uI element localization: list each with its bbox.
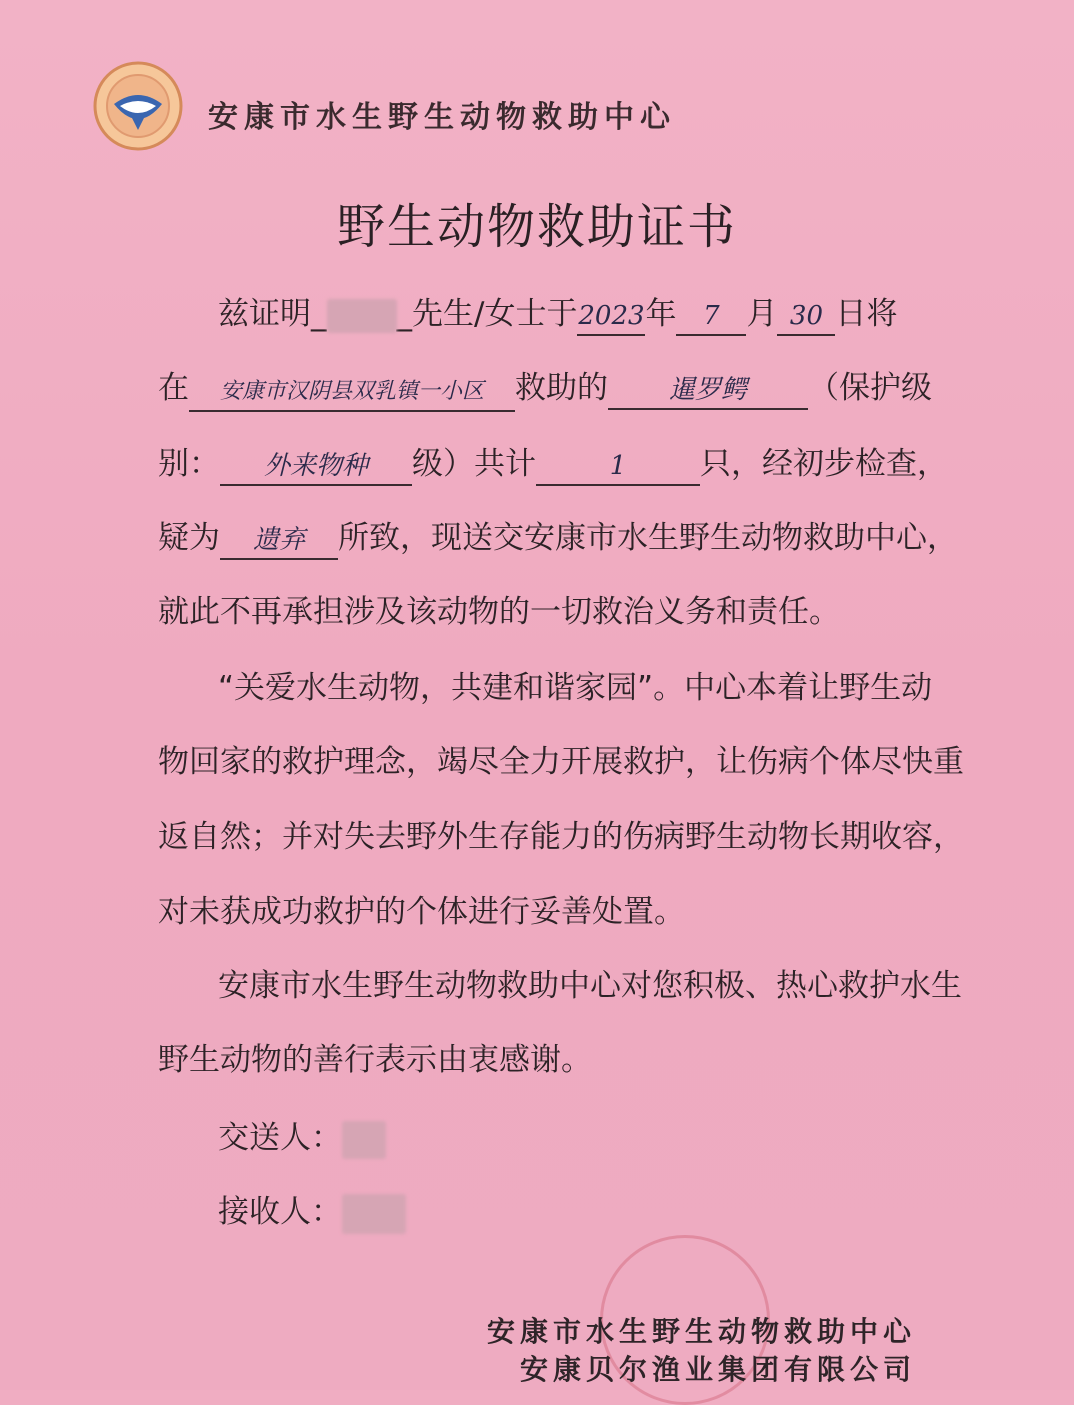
org-logo-icon [92,60,184,152]
protection-level-value: 外来物种 [220,448,412,486]
text-rescued: 救助的 [515,370,608,406]
para3-line-2: 野生动物的善行表示由衷感谢。 [158,1042,592,1078]
sender-row [218,1118,1008,1159]
text-day: 日将 [835,296,898,332]
text-month: 月 [746,296,778,332]
day-value: 30 [777,298,835,336]
count-value: 1 [536,448,700,486]
redacted-sender [342,1121,386,1159]
document-title: 野生动物救助证书 [336,199,737,255]
reason-value: 遗弃 [220,522,338,560]
text-level: 别： [158,446,220,482]
body-line-5: 就此不再承担涉及该动物的一切救治义务和责任。 [158,594,840,630]
text-year: 年 [645,296,677,332]
year-value: 2023 [577,298,645,336]
footer-org-1: 安康市水生野生动物救助中心 [486,1315,916,1348]
redacted-receiver [342,1194,406,1234]
text-at: 在 [158,370,189,406]
text-handover: 所致，现送交安康市水生野生动物救助中心， [338,520,958,556]
para2-line-3: 返自然；并对失去野外生存能力的伤病野生动物长期收容， [158,819,964,855]
para2-line-2: 物回家的救护理念，竭尽全力开展救护，让伤病个体尽快重 [158,744,964,780]
text-suspected: 疑为 [158,520,220,556]
sender-label: 交送人： [218,1120,342,1156]
text-mr-ms: _先生/女士于 [396,296,578,332]
receiver-row [218,1192,1008,1234]
text-total: 级）共计 [412,446,536,482]
footer-org-2: 安康贝尔渔业集团有限公司 [519,1353,916,1386]
header-org-name: 安康市水生野生动物救助中心 [208,100,676,135]
text-inspection: 只，经初步检查， [700,446,948,482]
species-value: 暹罗鳄 [608,372,808,410]
body-line-4 [158,518,958,560]
body-line-3 [158,444,948,486]
body-line-2 [158,368,948,412]
redacted-name [327,299,397,333]
receiver-label: 接收人： [218,1194,342,1230]
month-value: 7 [676,298,746,336]
location-value: 安康市汉阴县双乳镇一小区 [189,374,515,412]
body-line-1 [218,294,1008,336]
text-certify: 兹证明_ [218,296,327,332]
text-protection: （保护级 [808,370,932,406]
para2-line-1: “关爱水生动物，共建和谐家园”。中心本着让野生动 [218,670,933,706]
para3-line-1: 安康市水生野生动物救助中心对您积极、热心救护水生 [218,968,962,1004]
para2-line-4: 对未获成功救护的个体进行妥善处置。 [158,894,685,930]
